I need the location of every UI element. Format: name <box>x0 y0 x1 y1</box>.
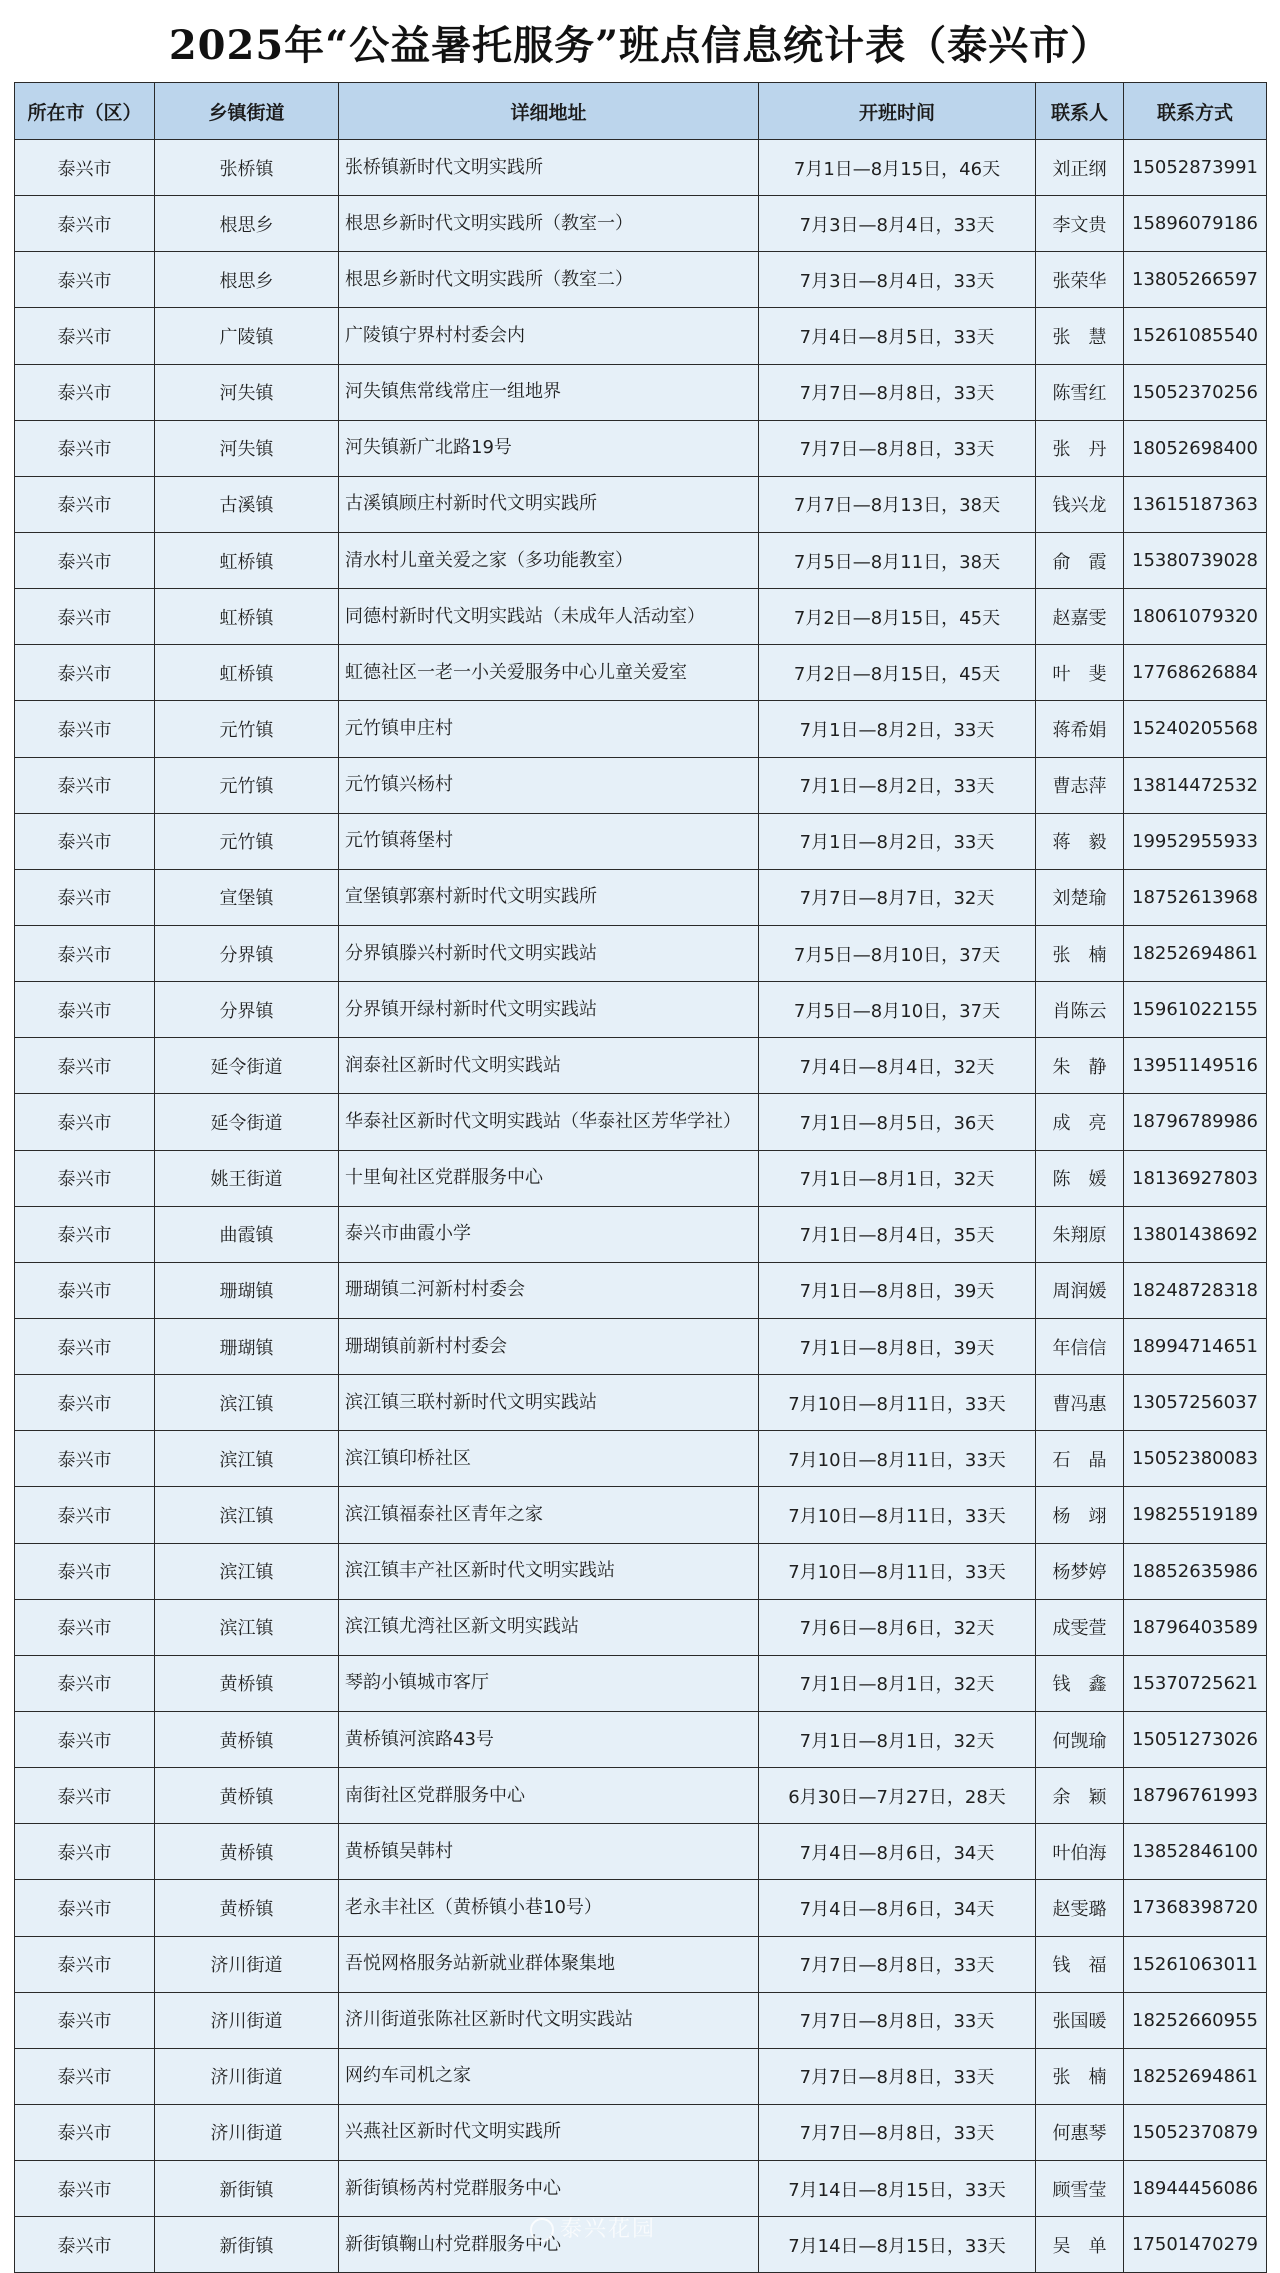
cell-address: 河失镇新广北路19号 <box>339 420 759 476</box>
cell-contact: 顾雪莹 <box>1036 2161 1124 2217</box>
cell-phone: 19825519189 <box>1124 1487 1267 1543</box>
cell-town: 延令街道 <box>155 1038 339 1094</box>
table-row <box>15 2048 1267 2104</box>
cell-city: 泰兴市 <box>15 1768 155 1824</box>
cell-address: 滨江镇印桥社区 <box>339 1431 759 1487</box>
cell-phone: 15370725621 <box>1124 1655 1267 1711</box>
cell-city: 泰兴市 <box>15 1318 155 1374</box>
cell-phone: 15961022155 <box>1124 982 1267 1038</box>
cell-contact: 张荣华 <box>1036 252 1124 308</box>
cell-phone: 17501470279 <box>1124 2217 1267 2273</box>
table-row <box>15 982 1267 1038</box>
table-row <box>15 589 1267 645</box>
cell-period: 7月4日—8月4日，32天 <box>759 1038 1036 1094</box>
cell-contact: 何觊瑜 <box>1036 1711 1124 1767</box>
cell-town: 古溪镇 <box>155 476 339 532</box>
cell-phone: 15051273026 <box>1124 1711 1267 1767</box>
cell-address: 南街社区党群服务中心 <box>339 1768 759 1824</box>
cell-period: 7月1日—8月2日，33天 <box>759 701 1036 757</box>
cell-period: 7月7日—8月8日，33天 <box>759 1992 1036 2048</box>
table-row <box>15 196 1267 252</box>
cell-period: 7月7日—8月8日，33天 <box>759 420 1036 476</box>
cell-town: 滨江镇 <box>155 1487 339 1543</box>
cell-contact: 陈 媛 <box>1036 1150 1124 1206</box>
cell-town: 河失镇 <box>155 364 339 420</box>
cell-phone: 15380739028 <box>1124 532 1267 588</box>
cell-phone: 17368398720 <box>1124 1880 1267 1936</box>
cell-period: 7月3日—8月4日，33天 <box>759 196 1036 252</box>
table-row <box>15 2161 1267 2217</box>
table-row <box>15 140 1267 196</box>
cell-phone: 15261063011 <box>1124 1936 1267 1992</box>
cell-contact: 余 颖 <box>1036 1768 1124 1824</box>
cell-address: 元竹镇申庄村 <box>339 701 759 757</box>
cell-town: 元竹镇 <box>155 701 339 757</box>
cell-town: 黄桥镇 <box>155 1711 339 1767</box>
cell-period: 7月1日—8月2日，33天 <box>759 813 1036 869</box>
table-row <box>15 869 1267 925</box>
cell-phone: 17768626884 <box>1124 645 1267 701</box>
cell-city: 泰兴市 <box>15 757 155 813</box>
cell-town: 济川街道 <box>155 1992 339 2048</box>
cell-period: 7月7日—8月8日，33天 <box>759 2104 1036 2160</box>
cell-address: 兴燕社区新时代文明实践所 <box>339 2104 759 2160</box>
cell-city: 泰兴市 <box>15 196 155 252</box>
cell-period: 7月1日—8月2日，33天 <box>759 757 1036 813</box>
table-row <box>15 757 1267 813</box>
cell-city: 泰兴市 <box>15 1543 155 1599</box>
cell-address: 网约车司机之家 <box>339 2048 759 2104</box>
header-period: 开班时间 <box>759 83 1036 140</box>
cell-town: 黄桥镇 <box>155 1655 339 1711</box>
cell-phone: 18136927803 <box>1124 1150 1267 1206</box>
header-town: 乡镇街道 <box>155 83 339 140</box>
cell-period: 7月7日—8月8日，33天 <box>759 2048 1036 2104</box>
table-row <box>15 1487 1267 1543</box>
cell-town: 新街镇 <box>155 2217 339 2273</box>
cell-address: 虹德社区一老一小关爱服务中心儿童关爱室 <box>339 645 759 701</box>
cell-address: 珊瑚镇二河新村村委会 <box>339 1262 759 1318</box>
cell-address: 滨江镇福泰社区青年之家 <box>339 1487 759 1543</box>
cell-address: 华泰社区新时代文明实践站（华泰社区芳华学社） <box>339 1094 759 1150</box>
cell-town: 分界镇 <box>155 925 339 981</box>
cell-city: 泰兴市 <box>15 982 155 1038</box>
cell-period: 7月1日—8月1日，32天 <box>759 1711 1036 1767</box>
cell-phone: 18248728318 <box>1124 1262 1267 1318</box>
table-row <box>15 2217 1267 2273</box>
cell-city: 泰兴市 <box>15 1038 155 1094</box>
cell-address: 珊瑚镇前新村村委会 <box>339 1318 759 1374</box>
cell-address: 分界镇开绿村新时代文明实践站 <box>339 982 759 1038</box>
cell-phone: 18752613968 <box>1124 869 1267 925</box>
cell-phone: 13057256037 <box>1124 1375 1267 1431</box>
cell-phone: 18252660955 <box>1124 1992 1267 2048</box>
cell-period: 7月10日—8月11日，33天 <box>759 1375 1036 1431</box>
cell-city: 泰兴市 <box>15 925 155 981</box>
cell-phone: 15261085540 <box>1124 308 1267 364</box>
table-row <box>15 1768 1267 1824</box>
cell-period: 7月14日—8月15日，33天 <box>759 2161 1036 2217</box>
table-body <box>15 140 1267 2273</box>
cell-contact: 张 楠 <box>1036 2048 1124 2104</box>
cell-phone: 15052873991 <box>1124 140 1267 196</box>
cell-address: 新街镇鞠山村党群服务中心 <box>339 2217 759 2273</box>
cell-phone: 18252694861 <box>1124 925 1267 981</box>
cell-period: 7月5日—8月11日，38天 <box>759 532 1036 588</box>
cell-city: 泰兴市 <box>15 1487 155 1543</box>
table-row <box>15 645 1267 701</box>
cell-address: 张桥镇新时代文明实践所 <box>339 140 759 196</box>
cell-period: 7月7日—8月8日，33天 <box>759 1936 1036 1992</box>
cell-address: 元竹镇蒋堡村 <box>339 813 759 869</box>
cell-city: 泰兴市 <box>15 2161 155 2217</box>
cell-period: 7月4日—8月5日，33天 <box>759 308 1036 364</box>
cell-contact: 成 亮 <box>1036 1094 1124 1150</box>
cell-phone: 15052370879 <box>1124 2104 1267 2160</box>
cell-address: 吾悦网格服务站新就业群体聚集地 <box>339 1936 759 1992</box>
watermark-text: 泰兴花园 <box>560 2217 657 2242</box>
cell-city: 泰兴市 <box>15 1094 155 1150</box>
cell-phone: 13951149516 <box>1124 1038 1267 1094</box>
cell-phone: 18944456086 <box>1124 2161 1267 2217</box>
cell-phone: 15240205568 <box>1124 701 1267 757</box>
cell-period: 7月5日—8月10日，37天 <box>759 925 1036 981</box>
cell-address: 润泰社区新时代文明实践站 <box>339 1038 759 1094</box>
cell-address: 滨江镇尤湾社区新文明实践站 <box>339 1599 759 1655</box>
cell-town: 张桥镇 <box>155 140 339 196</box>
cell-phone: 15052380083 <box>1124 1431 1267 1487</box>
cell-city: 泰兴市 <box>15 476 155 532</box>
cell-city: 泰兴市 <box>15 2048 155 2104</box>
cell-address: 宣堡镇郭寨村新时代文明实践所 <box>339 869 759 925</box>
cell-city: 泰兴市 <box>15 1262 155 1318</box>
cell-city: 泰兴市 <box>15 869 155 925</box>
cell-town: 姚王街道 <box>155 1150 339 1206</box>
cell-town: 元竹镇 <box>155 757 339 813</box>
cell-town: 黄桥镇 <box>155 1880 339 1936</box>
cell-period: 7月7日—8月13日，38天 <box>759 476 1036 532</box>
table-row <box>15 1655 1267 1711</box>
cell-town: 虹桥镇 <box>155 645 339 701</box>
table-row <box>15 1038 1267 1094</box>
cell-contact: 赵嘉雯 <box>1036 589 1124 645</box>
table-row <box>15 2104 1267 2160</box>
cell-town: 珊瑚镇 <box>155 1262 339 1318</box>
cell-address: 清水村儿童关爱之家（多功能教室） <box>339 532 759 588</box>
cell-period: 7月1日—8月15日，46天 <box>759 140 1036 196</box>
table-row <box>15 308 1267 364</box>
cell-period: 7月2日—8月15日，45天 <box>759 589 1036 645</box>
cell-town: 黄桥镇 <box>155 1824 339 1880</box>
table-row <box>15 1599 1267 1655</box>
cell-contact: 朱翔原 <box>1036 1206 1124 1262</box>
cell-city: 泰兴市 <box>15 1431 155 1487</box>
cell-period: 7月10日—8月11日，33天 <box>759 1487 1036 1543</box>
cell-contact: 杨 翊 <box>1036 1487 1124 1543</box>
cell-town: 分界镇 <box>155 982 339 1038</box>
cell-phone: 13615187363 <box>1124 476 1267 532</box>
cell-phone: 13805266597 <box>1124 252 1267 308</box>
cell-contact: 肖陈云 <box>1036 982 1124 1038</box>
table-row <box>15 476 1267 532</box>
cell-town: 黄桥镇 <box>155 1768 339 1824</box>
cell-phone: 18994714651 <box>1124 1318 1267 1374</box>
cell-town: 宣堡镇 <box>155 869 339 925</box>
table-row <box>15 1711 1267 1767</box>
cell-phone: 15896079186 <box>1124 196 1267 252</box>
cell-address: 古溪镇顾庄村新时代文明实践所 <box>339 476 759 532</box>
cell-address: 同德村新时代文明实践站（未成年人活动室） <box>339 589 759 645</box>
sheet-title: 2025年“公益暑托服务”班点信息统计表（泰兴市） <box>168 22 1112 69</box>
cell-period: 7月7日—8月8日，33天 <box>759 364 1036 420</box>
cell-town: 元竹镇 <box>155 813 339 869</box>
table-row <box>15 701 1267 757</box>
cell-city: 泰兴市 <box>15 2104 155 2160</box>
cell-period: 7月1日—8月8日，39天 <box>759 1262 1036 1318</box>
cell-town: 虹桥镇 <box>155 532 339 588</box>
cell-phone: 18052698400 <box>1124 420 1267 476</box>
cell-period: 7月1日—8月1日，32天 <box>759 1655 1036 1711</box>
cell-address: 济川街道张陈社区新时代文明实践站 <box>339 1992 759 2048</box>
cell-town: 济川街道 <box>155 2104 339 2160</box>
cell-town: 济川街道 <box>155 1936 339 1992</box>
table-row <box>15 1262 1267 1318</box>
cell-city: 泰兴市 <box>15 1824 155 1880</box>
table-row <box>15 925 1267 981</box>
cell-contact: 钱 福 <box>1036 1936 1124 1992</box>
table-row <box>15 1094 1267 1150</box>
cell-contact: 赵雯璐 <box>1036 1880 1124 1936</box>
cell-period: 7月10日—8月11日，33天 <box>759 1543 1036 1599</box>
cell-contact: 钱兴龙 <box>1036 476 1124 532</box>
class-info-table <box>14 82 1267 2273</box>
cell-city: 泰兴市 <box>15 140 155 196</box>
cell-phone: 18796789986 <box>1124 1094 1267 1150</box>
cell-contact: 年信信 <box>1036 1318 1124 1374</box>
table-row <box>15 420 1267 476</box>
cell-city: 泰兴市 <box>15 2217 155 2273</box>
cell-period: 7月10日—8月11日，33天 <box>759 1431 1036 1487</box>
cell-town: 济川街道 <box>155 2048 339 2104</box>
cell-period: 7月7日—8月7日，32天 <box>759 869 1036 925</box>
header-contact: 联系人 <box>1036 83 1124 140</box>
statistics-sheet <box>14 10 1266 2273</box>
cell-town: 虹桥镇 <box>155 589 339 645</box>
cell-town: 广陵镇 <box>155 308 339 364</box>
table-row <box>15 1431 1267 1487</box>
cell-phone: 18852635986 <box>1124 1543 1267 1599</box>
cell-town: 河失镇 <box>155 420 339 476</box>
cell-town: 滨江镇 <box>155 1431 339 1487</box>
cell-contact: 蒋希娟 <box>1036 701 1124 757</box>
cell-contact: 朱 静 <box>1036 1038 1124 1094</box>
cell-contact: 石 晶 <box>1036 1431 1124 1487</box>
cell-phone: 18796403589 <box>1124 1599 1267 1655</box>
cell-contact: 李文贵 <box>1036 196 1124 252</box>
cell-town: 新街镇 <box>155 2161 339 2217</box>
cell-contact: 杨梦婷 <box>1036 1543 1124 1599</box>
cell-phone: 18796761993 <box>1124 1768 1267 1824</box>
cell-address: 滨江镇三联村新时代文明实践站 <box>339 1375 759 1431</box>
cell-town: 延令街道 <box>155 1094 339 1150</box>
cell-contact: 叶伯海 <box>1036 1824 1124 1880</box>
cell-phone: 13852846100 <box>1124 1824 1267 1880</box>
cell-city: 泰兴市 <box>15 308 155 364</box>
cell-city: 泰兴市 <box>15 1655 155 1711</box>
cell-period: 7月14日—8月15日，33天 <box>759 2217 1036 2273</box>
cell-contact: 钱 鑫 <box>1036 1655 1124 1711</box>
cell-city: 泰兴市 <box>15 1599 155 1655</box>
cell-city: 泰兴市 <box>15 1206 155 1262</box>
cell-town: 滨江镇 <box>155 1375 339 1431</box>
table-row <box>15 1543 1267 1599</box>
table-row <box>15 1318 1267 1374</box>
cell-city: 泰兴市 <box>15 420 155 476</box>
cell-contact: 陈雪红 <box>1036 364 1124 420</box>
cell-address: 广陵镇宁界村村委会内 <box>339 308 759 364</box>
header-city: 所在市（区） <box>15 83 155 140</box>
cell-address: 根思乡新时代文明实践所（教室二） <box>339 252 759 308</box>
cell-phone: 15052370256 <box>1124 364 1267 420</box>
cell-period: 7月1日—8月5日，36天 <box>759 1094 1036 1150</box>
cell-city: 泰兴市 <box>15 364 155 420</box>
cell-phone: 19952955933 <box>1124 813 1267 869</box>
cell-town: 滨江镇 <box>155 1599 339 1655</box>
table-row <box>15 1992 1267 2048</box>
cell-city: 泰兴市 <box>15 1711 155 1767</box>
cell-town: 根思乡 <box>155 196 339 252</box>
cell-address: 老永丰社区（黄桥镇小巷10号） <box>339 1880 759 1936</box>
cell-address: 十里甸社区党群服务中心 <box>339 1150 759 1206</box>
cell-town: 滨江镇 <box>155 1543 339 1599</box>
cell-phone: 13801438692 <box>1124 1206 1267 1262</box>
cell-period: 7月1日—8月1日，32天 <box>759 1150 1036 1206</box>
cell-city: 泰兴市 <box>15 252 155 308</box>
cell-city: 泰兴市 <box>15 813 155 869</box>
table-row <box>15 1150 1267 1206</box>
table-header-row <box>15 83 1267 140</box>
table-row <box>15 364 1267 420</box>
table-row <box>15 252 1267 308</box>
cell-address: 琴韵小镇城市客厅 <box>339 1655 759 1711</box>
cell-contact: 张国暖 <box>1036 1992 1124 2048</box>
table-row <box>15 532 1267 588</box>
cell-city: 泰兴市 <box>15 701 155 757</box>
header-phone: 联系方式 <box>1124 83 1267 140</box>
cell-city: 泰兴市 <box>15 532 155 588</box>
cell-contact: 叶 斐 <box>1036 645 1124 701</box>
cell-address: 泰兴市曲霞小学 <box>339 1206 759 1262</box>
cell-period: 6月30日—7月27日，28天 <box>759 1768 1036 1824</box>
cell-period: 7月6日—8月6日，32天 <box>759 1599 1036 1655</box>
cell-period: 7月4日—8月6日，34天 <box>759 1824 1036 1880</box>
cell-period: 7月3日—8月4日，33天 <box>759 252 1036 308</box>
table-row <box>15 1375 1267 1431</box>
cell-contact: 张 楠 <box>1036 925 1124 981</box>
cell-city: 泰兴市 <box>15 1375 155 1431</box>
cell-contact: 曹冯惠 <box>1036 1375 1124 1431</box>
cell-city: 泰兴市 <box>15 645 155 701</box>
header-address: 详细地址 <box>339 83 759 140</box>
cell-address: 元竹镇兴杨村 <box>339 757 759 813</box>
cell-phone: 18061079320 <box>1124 589 1267 645</box>
cell-phone: 13814472532 <box>1124 757 1267 813</box>
cell-city: 泰兴市 <box>15 589 155 645</box>
cell-address: 滨江镇丰产社区新时代文明实践站 <box>339 1543 759 1599</box>
cell-town: 曲霞镇 <box>155 1206 339 1262</box>
cell-period: 7月1日—8月8日，39天 <box>759 1318 1036 1374</box>
cell-contact: 吴 单 <box>1036 2217 1124 2273</box>
cell-city: 泰兴市 <box>15 1150 155 1206</box>
cell-contact: 成雯萱 <box>1036 1599 1124 1655</box>
cell-town: 根思乡 <box>155 252 339 308</box>
cell-city: 泰兴市 <box>15 1992 155 2048</box>
cell-period: 7月4日—8月6日，34天 <box>759 1880 1036 1936</box>
cell-address: 黄桥镇吴韩村 <box>339 1824 759 1880</box>
cell-contact: 张 丹 <box>1036 420 1124 476</box>
cell-contact: 刘正纲 <box>1036 140 1124 196</box>
cell-city: 泰兴市 <box>15 1936 155 1992</box>
table-row <box>15 1936 1267 1992</box>
cell-address: 分界镇滕兴村新时代文明实践站 <box>339 925 759 981</box>
cell-contact: 俞 霞 <box>1036 532 1124 588</box>
cell-period: 7月5日—8月10日，37天 <box>759 982 1036 1038</box>
cell-contact: 张 慧 <box>1036 308 1124 364</box>
table-row <box>15 1880 1267 1936</box>
cell-address: 根思乡新时代文明实践所（教室一） <box>339 196 759 252</box>
table-row <box>15 813 1267 869</box>
table-row <box>15 1824 1267 1880</box>
cell-town: 珊瑚镇 <box>155 1318 339 1374</box>
cell-phone: 18252694861 <box>1124 2048 1267 2104</box>
cell-contact: 曹志萍 <box>1036 757 1124 813</box>
cell-city: 泰兴市 <box>15 1880 155 1936</box>
cell-contact: 周润媛 <box>1036 1262 1124 1318</box>
cell-period: 7月1日—8月4日，35天 <box>759 1206 1036 1262</box>
cell-address: 黄桥镇河滨路43号 <box>339 1711 759 1767</box>
cell-period: 7月2日—8月15日，45天 <box>759 645 1036 701</box>
cell-contact: 何惠琴 <box>1036 2104 1124 2160</box>
cell-contact: 刘楚瑜 <box>1036 869 1124 925</box>
cell-address: 新街镇杨芮村党群服务中心 <box>339 2161 759 2217</box>
cell-address: 河失镇焦常线常庄一组地界 <box>339 364 759 420</box>
cell-contact: 蒋 毅 <box>1036 813 1124 869</box>
table-row <box>15 1206 1267 1262</box>
